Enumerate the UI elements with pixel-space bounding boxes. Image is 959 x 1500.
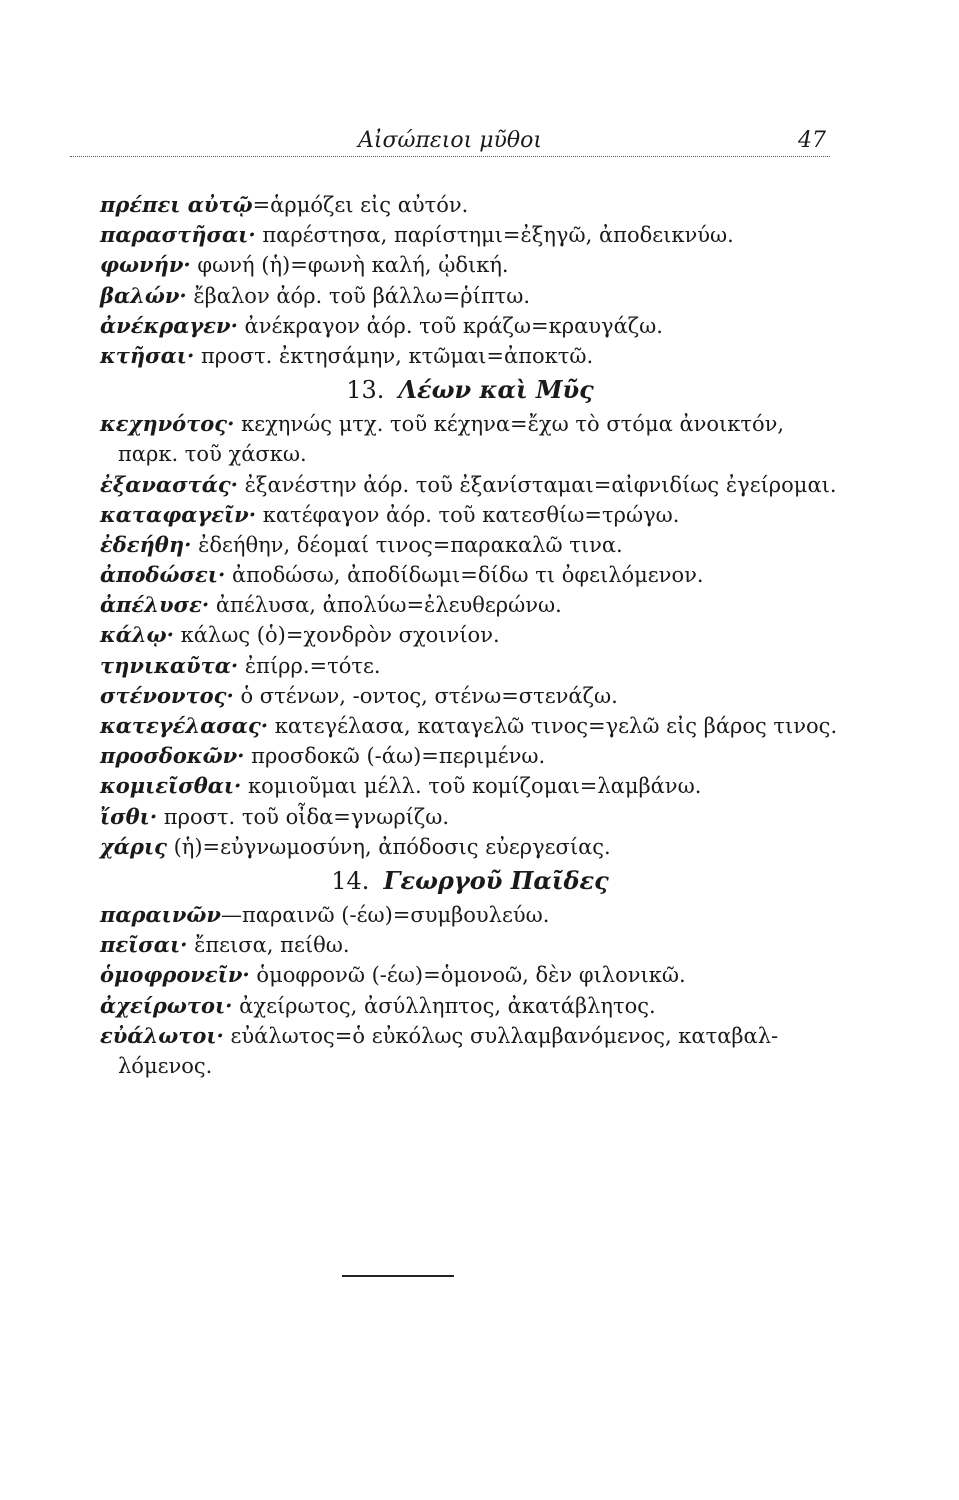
entry-headword: χάρις: [100, 833, 167, 859]
page-number: 47: [798, 128, 826, 153]
entry-definition: φωνή (ἡ)=φωνὴ καλή, ᾠδική.: [190, 253, 509, 278]
glossary-entry: [100, 900, 840, 930]
glossary-entry: [100, 341, 840, 371]
page-header: [70, 120, 830, 157]
entry-headword: εὐάλωτοι·: [100, 1022, 224, 1048]
glossary-entry: [100, 991, 840, 1021]
entry-headword: ὁμοφρονεῖν·: [100, 962, 250, 988]
entry-definition: ἐξανέστην ἀόρ. τοῦ ἐξανίσταμαι=αἰφνιδίως ἐγείρομαι.: [237, 472, 837, 497]
section-number: 13.: [346, 376, 385, 405]
glossary-entry: [100, 960, 840, 990]
entry-definition: —παραινῶ (-έω)=συμβουλεύω.: [220, 902, 550, 927]
entry-definition: ἐπίρρ.=τότε.: [238, 653, 381, 678]
entry-headword: ἴσθι·: [100, 803, 158, 829]
entry-definition: ὁμοφρονῶ (-έω)=ὁμονοῶ, δὲν φιλονικῶ.: [249, 963, 686, 988]
entry-definition: προστ. τοῦ οἶδα=γνωρίζω.: [157, 804, 450, 829]
glossary-entry: [100, 590, 840, 620]
entry-headword: κομιεῖσθαι·: [100, 773, 242, 799]
glossary-entry: [100, 311, 840, 341]
entry-headword: ἐξαναστάς·: [100, 471, 238, 497]
entry-definition: κατεγέλασα, καταγελῶ τινος=γελῶ εἰς βάρος τινος.: [268, 714, 838, 738]
entry-headword: ἀπέλυσε·: [100, 592, 210, 618]
entry-definition: =ἁρμόζει εἰς αὐτόν.: [252, 193, 469, 217]
entry-headword: παραστῆσαι·: [100, 222, 256, 248]
entry-headword: καταφαγεῖν·: [100, 501, 257, 527]
glossary-entry: [100, 220, 840, 250]
entry-headword: βαλών·: [100, 282, 187, 308]
entry-headword: ἀποδώσει·: [100, 562, 226, 588]
section-title: Λέων καὶ Μῦς: [398, 375, 594, 405]
entry-definition: εὐάλωτος=ὁ εὐκόλως συλλαμβανόμενος, καταβαλ-: [223, 1023, 779, 1048]
entry-headword: προσδοκῶν·: [100, 743, 245, 769]
section-heading: [100, 862, 840, 900]
glossary-entry: [100, 190, 840, 220]
end-rule: [342, 1275, 454, 1277]
entry-headword: ἀχείρωτοι·: [100, 992, 233, 1018]
entry-headword: κάλῳ·: [100, 622, 174, 648]
glossary-entry: [100, 802, 840, 832]
glossary-entry: [100, 530, 840, 560]
glossary-entry: [100, 741, 840, 771]
section-title: Γεωργοῦ Παῖδες: [383, 865, 609, 895]
glossary-entry: [100, 711, 840, 741]
entry-headword: φωνήν·: [100, 252, 191, 278]
glossary-entry: [100, 832, 840, 862]
glossary-entry: [100, 1021, 840, 1051]
glossary-entry: [100, 500, 840, 530]
entry-headword: ἐδεήθη·: [100, 531, 192, 557]
entry-definition: παρέστησα, παρίστημι=ἐξηγῶ, ἀποδεικνύω.: [255, 223, 734, 248]
entry-definition: προσδοκῶ (-άω)=περιμένω.: [244, 744, 546, 769]
glossary-entry: [100, 930, 840, 960]
entry-headword: στένοντος·: [100, 682, 234, 708]
entry-definition: ἀπέλυσα, ἀπολύω=ἐλευθερώνω.: [209, 593, 562, 618]
entry-continuation: λόμενος.: [118, 1053, 213, 1078]
entry-headword: κεχηνότος·: [100, 411, 235, 437]
entry-headword: τηνικαῦτα·: [100, 652, 239, 678]
entry-definition: (ἡ)=εὐγνωμοσύνη, ἀπόδοσις εὐεργεσίας.: [166, 834, 611, 859]
entry-definition: κατέφαγον ἀόρ. τοῦ κατεσθίω=τρώγω.: [256, 502, 680, 527]
entry-headword: πρέπει αὐτῷ: [100, 192, 253, 217]
entry-definition: ἐδεήθην, δέομαί τινος=παρακαλῶ τινα.: [191, 532, 623, 557]
entry-definition: προστ. ἐκτησάμην, κτῶμαι=ἀποκτῶ.: [194, 343, 594, 368]
glossary-entry: [100, 470, 840, 500]
entry-continuation: παρκ. τοῦ χάσκω.: [118, 442, 307, 467]
glossary-entry: [100, 409, 840, 439]
entry-definition: κάλως (ὁ)=χονδρὸν σχοινίον.: [173, 623, 500, 648]
glossary-entry: [100, 250, 840, 280]
glossary-entry: [100, 771, 840, 801]
glossary-entry: [100, 560, 840, 590]
section-number: 14.: [331, 866, 370, 895]
entry-headword: κατεγέλασας·: [100, 713, 269, 738]
entry-definition: ἔπεισα, πείθω.: [187, 933, 350, 958]
glossary-entry: [100, 651, 840, 681]
entry-definition: κομιοῦμαι μέλλ. τοῦ κομίζομαι=λαμβάνω.: [241, 774, 702, 799]
glossary-entry: [100, 681, 840, 711]
entry-headword: ἀνέκραγεν·: [100, 312, 238, 338]
glossary-body: [100, 190, 840, 1081]
entry-definition: κεχηνώς μτχ. τοῦ κέχηνα=ἔχω τὸ στόμα ἀνοικτόν,: [234, 412, 785, 437]
entry-headword: πεῖσαι·: [100, 932, 188, 958]
section-heading: [100, 371, 840, 409]
entry-definition: ἔβαλον ἀόρ. τοῦ βάλλω=ῥίπτω.: [186, 283, 531, 308]
entry-headword: παραινῶν: [100, 901, 221, 927]
entry-definition: ὁ στένων, -οντος, στένω=στενάζω.: [233, 683, 618, 708]
entry-definition: ἀνέκραγον ἀόρ. τοῦ κράζω=κραυγάζω.: [237, 313, 663, 338]
glossary-entry: [100, 620, 840, 650]
glossary-entry: [100, 281, 840, 311]
entry-definition: ἀχείρωτος, ἀσύλληπτος, ἀκατάβλητος.: [232, 993, 656, 1018]
entry-definition: ἀποδώσω, ἀποδίδωμι=δίδω τι ὀφειλόμενον.: [225, 563, 704, 588]
entry-headword: κτῆσαι·: [100, 342, 195, 368]
running-title: Αἰσώπειοι μῦθοι: [357, 128, 542, 153]
